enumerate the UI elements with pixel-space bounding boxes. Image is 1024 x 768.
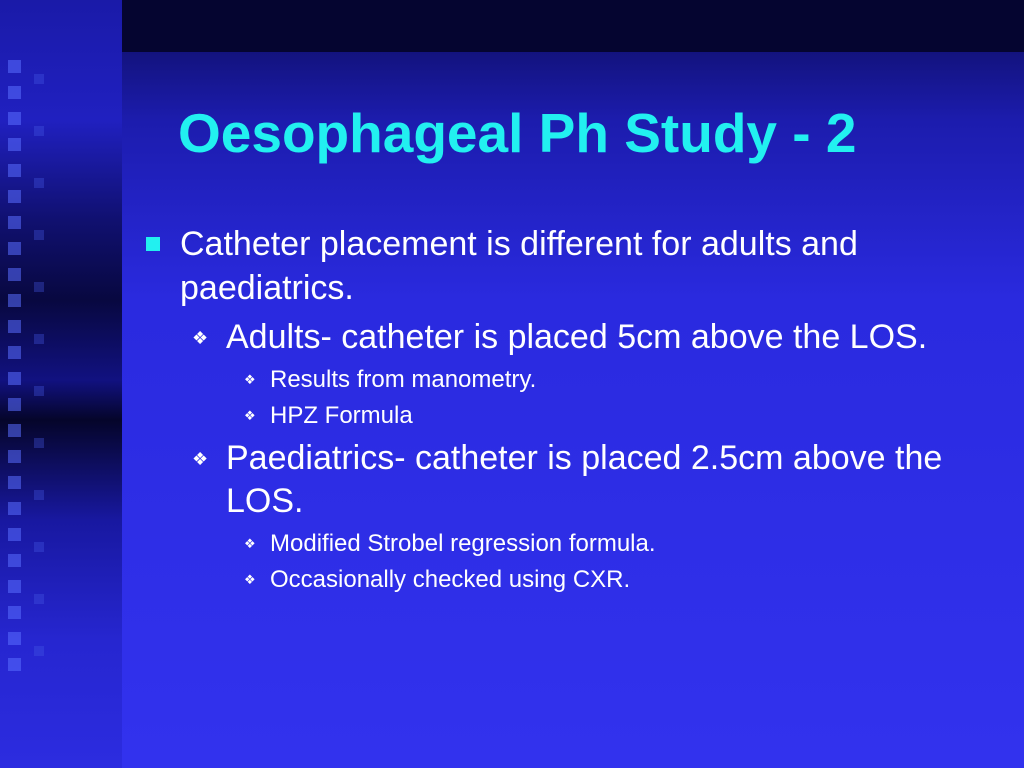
bullet-text: HPZ Formula: [270, 402, 413, 429]
bullet-list: [140, 222, 1000, 595]
bullet-item-level2: [192, 316, 966, 359]
decor-square: [8, 424, 21, 437]
slide-title: Oesophageal Ph Study - 2: [178, 102, 857, 164]
bullet-item-level3: [244, 529, 1000, 559]
decor-square: [8, 528, 21, 541]
bullet-text: Adults- catheter is placed 5cm above the LOS.: [226, 318, 928, 356]
decor-square: [8, 632, 21, 645]
square-bullet-icon: [146, 237, 160, 251]
decor-square: [8, 502, 21, 515]
diamond-bullet-icon: ❖: [192, 328, 209, 348]
bullet-item-level1: [140, 222, 980, 310]
decor-square: [8, 190, 21, 203]
decor-square: [34, 74, 44, 84]
bullet-text: Results from manometry.: [270, 366, 537, 393]
decor-square: [34, 646, 44, 656]
decor-square: [8, 268, 21, 281]
decor-square: [34, 178, 44, 188]
diamond-bullet-icon: ❖: [244, 536, 256, 551]
decor-square: [8, 216, 21, 229]
decorative-squares: [8, 60, 22, 700]
decor-square: [34, 282, 44, 292]
diamond-bullet-icon: ❖: [244, 372, 256, 387]
decor-square: [8, 164, 21, 177]
bullet-item-level3: [244, 565, 1000, 595]
decor-square: [8, 398, 21, 411]
decor-square: [8, 60, 21, 73]
decor-square: [8, 138, 21, 151]
decor-square: [8, 580, 21, 593]
bullet-item-level3: [244, 365, 1000, 395]
diamond-bullet-icon: ❖: [192, 449, 209, 469]
decor-square: [8, 320, 21, 333]
decor-square: [8, 242, 21, 255]
top-band: [122, 0, 1024, 52]
decor-square: [34, 386, 44, 396]
decor-square: [8, 450, 21, 463]
bullet-text: Catheter placement is different for adults and paediatrics.: [180, 225, 858, 307]
bullet-text: Paediatrics- catheter is placed 2.5cm above the LOS.: [226, 439, 943, 520]
decor-square: [8, 346, 21, 359]
bullet-text: Occasionally checked using CXR.: [270, 566, 631, 593]
decor-square: [8, 606, 21, 619]
bullet-item-level3: [244, 401, 1000, 431]
decor-square: [8, 294, 21, 307]
decor-square: [34, 542, 44, 552]
decor-square: [8, 658, 21, 671]
bullet-item-level2: [192, 437, 966, 523]
bullet-text: Modified Strobel regression formula.: [270, 530, 656, 557]
decor-square: [34, 594, 44, 604]
decor-square: [8, 112, 21, 125]
diamond-bullet-icon: ❖: [244, 408, 256, 423]
decor-square: [34, 126, 44, 136]
decor-square: [34, 334, 44, 344]
left-decorative-strip: [0, 0, 122, 768]
decor-square: [8, 554, 21, 567]
decor-square: [34, 490, 44, 500]
decor-square: [8, 476, 21, 489]
decor-square: [8, 86, 21, 99]
decor-square: [34, 438, 44, 448]
decor-square: [8, 372, 21, 385]
decor-square: [34, 230, 44, 240]
diamond-bullet-icon: ❖: [244, 572, 256, 587]
